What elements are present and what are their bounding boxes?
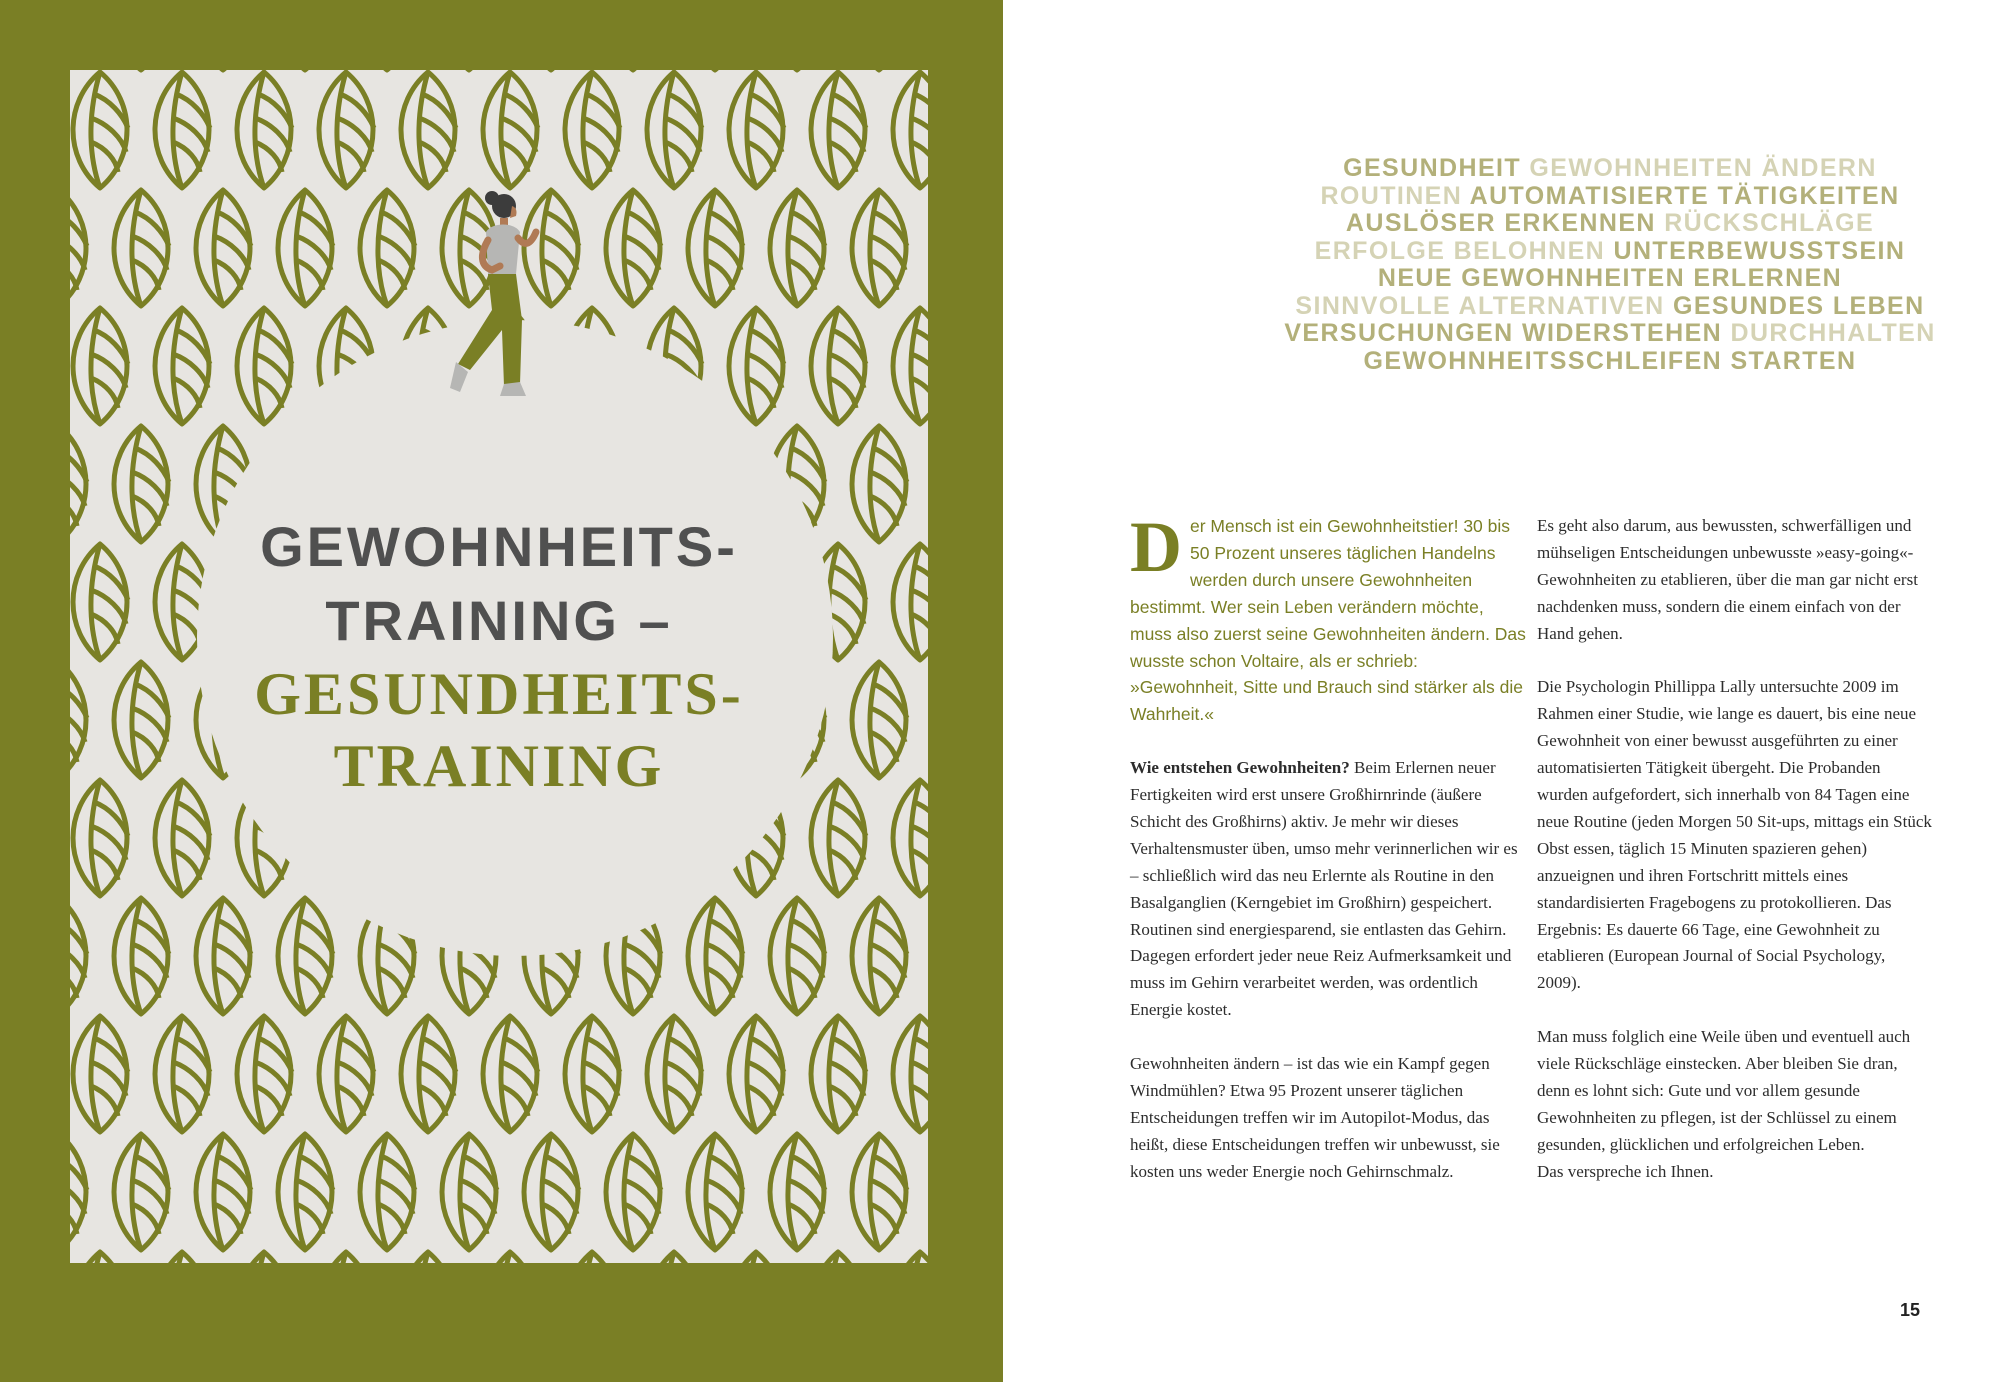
text-column-1 <box>1130 507 1530 1213</box>
keyword: GESUNDHEIT <box>1343 154 1522 182</box>
keyword: GEWOHNHEITEN ÄNDERN <box>1529 154 1877 182</box>
paragraph-5-closing: Das verspreche ich Ihnen. <box>1537 1161 1714 1181</box>
keyword: DURCHHALTEN <box>1730 319 1936 347</box>
keyword: NEUE GEWOHNHEITEN ERLERNEN <box>1377 264 1843 292</box>
paragraph-1-body: Beim Erlernen neuer Fertigkeiten wird erst unsere Großhirnrinde (äußere Schicht des Großhirns) aktiv. Je mehr wir dieses Verhaltensmuster üben, umso mehr verinnerlichen wir es – schließlich wird das neu Erlernte als Routine in den Basalganglien (Kerngebiet im Großhirn) gespeichert. Routinen sind energiesparend, sie entlasten das Gehirn. Dagegen erfordert jeder neue Reiz Aufmerksamkeit und muss im Gehirn verarbeitet werden, was ordentlich Energie kostet. <box>1130 758 1518 1020</box>
text-column-2 <box>1537 513 1932 1213</box>
paragraph-3: Es geht also darum, aus bewussten, schwerfälligen und mühseligen Entscheidungen unbewusste »easy-going«-Gewohnheiten zu etablieren, über die man gar nicht erst nachdenken muss, sondern die einem einfach von der Hand gehen. <box>1537 516 1918 643</box>
paragraph-1-lead: Wie entstehen Gewohnheiten? <box>1130 758 1350 778</box>
keyword-line <box>1240 348 1980 376</box>
keyword-line <box>1240 238 1980 266</box>
keyword: AUTOMATISIERTE TÄTIGKEITEN <box>1469 181 1900 210</box>
title-line-3: GESUNDHEITS- <box>254 661 744 727</box>
keyword-line <box>1240 265 1980 293</box>
keyword-line <box>1240 293 1980 321</box>
intro-text: er Mensch ist ein Gewohnheitstier! 30 bis 50 Prozent unseres täglichen Handelns werden durch unsere Gewohnheiten bestimmt. Wer sein Leben verändern möchte, muss also zuerst seine Gewohnheiten ändern. Das wusste schon Voltaire, als er schrieb: »Gewohnheit, Sitte und Brauch sind stärker als die Wahrheit.« <box>1130 516 1526 725</box>
keyword: ROUTINEN <box>1320 181 1463 210</box>
paragraph-1 <box>1130 755 1530 1024</box>
cover-card <box>70 70 928 1263</box>
keyword: GEWOHNHEITSSCHLEIFEN STARTEN <box>1363 346 1857 375</box>
title-line-2: TRAINING – <box>325 589 673 652</box>
keyword: RÜCKSCHLÄGE <box>1664 209 1875 237</box>
keyword: GESUNDES LEBEN <box>1673 291 1925 320</box>
keyword-line <box>1240 155 1980 183</box>
paragraph-2: Gewohnheiten ändern – ist das wie ein Kampf gegen Windmühlen? Etwa 95 Prozent unserer täglichen Entscheidungen treffen wir im Autopilot-Modus, das heißt, diese Entscheidungen treffen wir unbewusst, sie kosten uns weder Energie noch Gehirnschmalz. <box>1130 1054 1500 1181</box>
keyword-line <box>1240 320 1980 348</box>
intro-paragraph <box>1130 507 1530 728</box>
paragraph-4: Die Psychologin Phillippa Lally untersuchte 2009 im Rahmen einer Studie, wie lange es dauert, bis eine neue Gewohnheit von einer bewusst ausgeführten zu einer automatisierten Tätigkeit übergeht. Die Probanden wurden aufgefordert, sich innerhalb von 84 Tagen eine neue Routine (jeden Morgen 50 Sit-ups, mittags ein Stück Obst essen, täglich 15 Minuten spazieren gehen) anzueignen und ihren Fortschritt mittels eines standardisierten Fragebogens zu protokollieren. Das Ergebnis: Es dauerte 66 Tage, eine Gewohnheit zu etablieren (European Journal of Social Psychology, 2009). <box>1537 677 1932 993</box>
keyword: AUSLÖSER ERKENNEN <box>1345 209 1656 237</box>
keyword: UNTERBEWUSSTSEIN <box>1613 236 1906 265</box>
runner-illustration <box>400 170 600 440</box>
keyword: VERSUCHUNGEN WIDERSTEHEN <box>1284 319 1723 347</box>
page-number: 15 <box>1899 1300 1920 1320</box>
title-line-1: GEWOHNHEITS- <box>260 515 738 578</box>
drop-cap: D <box>1130 507 1182 587</box>
keyword-line <box>1240 210 1980 238</box>
keyword: SINNVOLLE ALTERNATIVEN <box>1295 291 1665 320</box>
keyword-cloud <box>1240 155 1980 375</box>
keyword: ERFOLGE BELOHNEN <box>1314 236 1606 265</box>
title-line-4: TRAINING <box>333 733 665 799</box>
keyword-line <box>1240 183 1980 211</box>
paragraph-5: Man muss folglich eine Weile üben und eventuell auch viele Rückschläge einstecken. Aber bleiben Sie dran, denn es lohnt sich: Gute und vor allem gesunde Gewohnheiten zu pflegen, ist der Schlüssel zu einem gesunden, glücklichen und erfolgreichen Leben. <box>1537 1027 1911 1154</box>
